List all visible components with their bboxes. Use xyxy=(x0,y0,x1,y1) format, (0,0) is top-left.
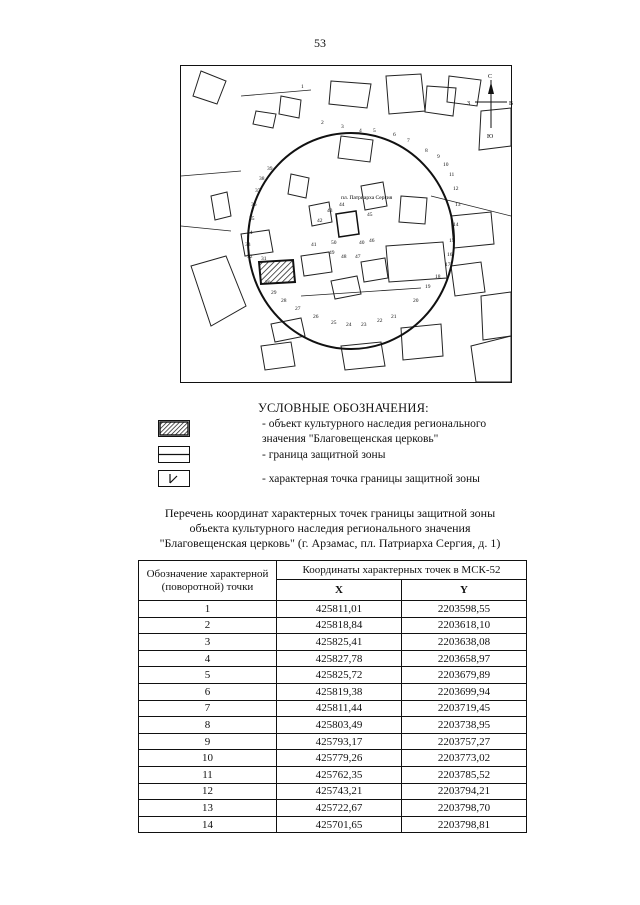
map-building xyxy=(425,86,456,116)
map-point-label: 9 xyxy=(437,154,440,160)
table-cell-y: 2203699,94 xyxy=(402,683,527,700)
hatch-swatch-icon xyxy=(159,421,189,436)
table-row xyxy=(139,783,527,800)
map-building xyxy=(253,111,276,128)
map-point-label: 19 xyxy=(425,284,431,290)
map-point-label: 17 xyxy=(445,262,451,268)
table-cell-x: 425825,41 xyxy=(277,634,402,651)
map-building xyxy=(451,262,485,296)
map-building xyxy=(481,292,511,340)
map-building xyxy=(471,336,511,382)
legend-swatch-zone-boundary xyxy=(158,446,190,463)
table-cell-y: 2203798,81 xyxy=(402,816,527,833)
table-row xyxy=(139,601,527,618)
map-point-label: 29 xyxy=(271,290,277,296)
map-street-label: пл. Патриарха Сергия xyxy=(341,195,393,201)
map-street-line xyxy=(241,90,311,96)
header-x: X xyxy=(277,580,402,601)
map-point-label: 42 xyxy=(317,218,323,224)
table-cell-y: 2203794,21 xyxy=(402,783,527,800)
table-cell-x: 425793,17 xyxy=(277,733,402,750)
legend-item-boundary: - граница защитной зоны xyxy=(262,449,386,461)
caption-line2: объекта культурного наследия регионального значения xyxy=(189,521,471,535)
situation-map xyxy=(180,65,512,383)
table-cell-n: 9 xyxy=(139,733,277,750)
table-cell-y: 2203719,45 xyxy=(402,700,527,717)
table-row xyxy=(139,634,527,651)
legend-title: УСЛОВНЫЕ ОБОЗНАЧЕНИЯ: xyxy=(258,401,429,415)
table-row xyxy=(139,650,527,667)
table-row xyxy=(139,683,527,700)
map-point-label: 18 xyxy=(435,274,441,280)
map-point-label: 13 xyxy=(455,202,461,208)
map-point-label: 37 xyxy=(255,188,261,194)
protection-zone-boundary xyxy=(248,133,454,349)
map-building xyxy=(271,318,305,342)
table-cell-y: 2203679,89 xyxy=(402,667,527,684)
map-building xyxy=(479,108,511,150)
map-building xyxy=(301,252,332,276)
map-point-label: 35 xyxy=(249,216,255,222)
map-point-label: 27 xyxy=(295,306,301,312)
map-street-line xyxy=(301,288,421,296)
map-building xyxy=(211,192,231,220)
legend-swatch-point xyxy=(158,470,190,487)
table-cell-n: 8 xyxy=(139,717,277,734)
map-point-label: 4 xyxy=(359,128,362,134)
map-street-line xyxy=(181,226,231,231)
point-marker-icon xyxy=(159,471,189,486)
map-building xyxy=(288,174,309,198)
header-point-designation: Обозначение характерной (поворотной) точки xyxy=(139,561,277,601)
map-point-label: 26 xyxy=(313,314,319,320)
legend-swatch-hatched xyxy=(158,420,190,437)
map-building xyxy=(331,276,361,299)
compass-north-label: С xyxy=(488,74,493,80)
map-point-label: 32 xyxy=(247,254,253,260)
table-cell-y: 2203798,70 xyxy=(402,800,527,817)
table-row xyxy=(139,750,527,767)
table-cell-n: 12 xyxy=(139,783,277,800)
map-point-label: 22 xyxy=(377,318,383,324)
page-number: 53 xyxy=(314,36,326,50)
map-building xyxy=(451,212,494,248)
header-y: Y xyxy=(402,580,527,601)
table-row xyxy=(139,766,527,783)
map-building xyxy=(399,196,427,224)
table-cell-n: 10 xyxy=(139,750,277,767)
map-point-label: 1 xyxy=(301,84,304,90)
table-cell-y: 2203738,95 xyxy=(402,717,527,734)
map-street-line xyxy=(181,171,241,176)
table-row xyxy=(139,667,527,684)
map-point-label: 11 xyxy=(449,172,455,178)
map-street-line xyxy=(431,196,511,216)
map-point-label: 50 xyxy=(331,240,337,246)
boundary-line-icon xyxy=(159,447,189,462)
map-point-label: 43 xyxy=(327,208,333,214)
table-cell-x: 425825,72 xyxy=(277,667,402,684)
map-point-label: 25 xyxy=(331,320,337,326)
map-point-label: 6 xyxy=(393,132,396,138)
table-cell-n: 11 xyxy=(139,766,277,783)
map-building xyxy=(386,74,425,114)
map-point-label: 16 xyxy=(447,252,453,258)
map-point-label: 44 xyxy=(339,202,345,208)
table-cell-x: 425803,49 xyxy=(277,717,402,734)
map-point-label: 28 xyxy=(281,298,287,304)
map-point-label: 21 xyxy=(391,314,397,320)
map-point-label: 49 xyxy=(329,250,335,256)
map-point-label: 7 xyxy=(407,138,410,144)
table-row xyxy=(139,800,527,817)
map-building xyxy=(191,256,246,326)
map-canvas xyxy=(181,66,514,382)
map-point-label: 34 xyxy=(247,230,253,236)
map-point-label: 2 xyxy=(321,120,324,126)
map-point-label: 20 xyxy=(413,298,419,304)
map-point-label: 33 xyxy=(245,242,251,248)
table-cell-n: 3 xyxy=(139,634,277,651)
map-point-label: 23 xyxy=(361,322,367,328)
table-cell-n: 14 xyxy=(139,816,277,833)
map-point-label: 3 xyxy=(341,124,344,130)
table-row xyxy=(139,717,527,734)
table-cell-y: 2203618,10 xyxy=(402,617,527,634)
table-cell-n: 1 xyxy=(139,601,277,618)
table-row xyxy=(139,700,527,717)
map-point-label: 12 xyxy=(453,186,459,192)
table-row xyxy=(139,816,527,833)
table-cell-x: 425722,67 xyxy=(277,800,402,817)
map-point-label: 5 xyxy=(373,128,376,134)
map-building xyxy=(401,324,443,360)
compass-rose xyxy=(467,74,513,140)
map-building xyxy=(329,81,371,108)
table-cell-n: 2 xyxy=(139,617,277,634)
table-cell-x: 425743,21 xyxy=(277,783,402,800)
table-cell-y: 2203785,52 xyxy=(402,766,527,783)
map-point-label: 48 xyxy=(341,254,347,260)
table-cell-y: 2203773,02 xyxy=(402,750,527,767)
map-building xyxy=(279,96,301,118)
table-cell-x: 425811,01 xyxy=(277,601,402,618)
map-point-label: 38 xyxy=(259,176,265,182)
map-point-label: 45 xyxy=(367,212,373,218)
map-point-label: 14 xyxy=(453,222,459,228)
map-point-label: 24 xyxy=(346,322,352,328)
header-coordinates: Координаты характерных точек в МСК-52 xyxy=(277,561,527,580)
map-building xyxy=(341,342,385,370)
table-cell-n: 6 xyxy=(139,683,277,700)
coordinates-table xyxy=(138,560,527,833)
compass-west-label: З xyxy=(467,101,471,107)
table-cell-n: 7 xyxy=(139,700,277,717)
map-building xyxy=(361,258,388,282)
table-cell-x: 425762,35 xyxy=(277,766,402,783)
church-outline xyxy=(336,211,359,237)
map-point-label: 15 xyxy=(449,238,455,244)
map-building xyxy=(261,342,295,370)
table-cell-n: 4 xyxy=(139,650,277,667)
table-caption xyxy=(120,506,540,551)
map-building xyxy=(193,71,226,104)
table-cell-n: 5 xyxy=(139,667,277,684)
legend-item-point: - характерная точка границы защитной зоны xyxy=(262,473,480,485)
map-point-label: 8 xyxy=(425,148,428,154)
map-point-label: 47 xyxy=(355,254,361,260)
table-cell-n: 13 xyxy=(139,800,277,817)
table-cell-x: 425819,38 xyxy=(277,683,402,700)
legend-item-heritage-line2: значения "Благовещенская церковь" xyxy=(262,433,439,445)
table-cell-x: 425818,84 xyxy=(277,617,402,634)
map-point-label: 10 xyxy=(443,162,449,168)
compass-south-label: Ю xyxy=(487,134,494,140)
map-point-label: 46 xyxy=(369,238,375,244)
map-point-label: 36 xyxy=(251,202,257,208)
table-cell-y: 2203757,27 xyxy=(402,733,527,750)
table-cell-y: 2203638,08 xyxy=(402,634,527,651)
table-cell-x: 425701,65 xyxy=(277,816,402,833)
map-point-label: 39 xyxy=(267,166,273,172)
compass-east-label: В xyxy=(509,101,514,107)
map-building xyxy=(338,136,373,162)
map-point-label: 31 xyxy=(261,256,267,262)
table-cell-x: 425827,78 xyxy=(277,650,402,667)
caption-line1: Перечень координат характерных точек границы защитной зоны xyxy=(164,506,496,520)
map-point-label: 40 xyxy=(359,240,365,246)
table-cell-x: 425811,44 xyxy=(277,700,402,717)
table-cell-x: 425779,26 xyxy=(277,750,402,767)
table-row xyxy=(139,617,527,634)
table-row xyxy=(139,733,527,750)
map-point-label: 30 xyxy=(265,280,271,286)
map-point-label: 41 xyxy=(311,242,317,248)
table-cell-y: 2203658,97 xyxy=(402,650,527,667)
legend-item-heritage-line1: - объект культурного наследия регионального xyxy=(262,418,487,430)
legend-item-heritage xyxy=(262,417,486,447)
table-cell-y: 2203598,55 xyxy=(402,601,527,618)
caption-line3: "Благовещенская церковь" (г. Арзамас, пл. Патриарха Сергия, д. 1) xyxy=(159,536,501,550)
